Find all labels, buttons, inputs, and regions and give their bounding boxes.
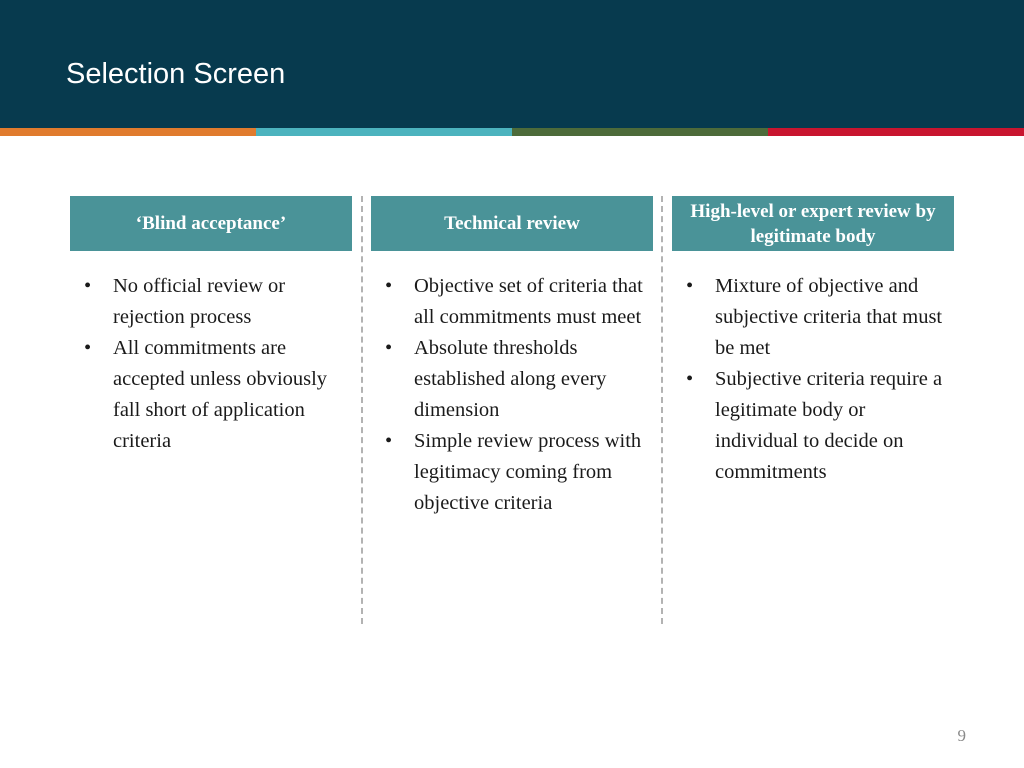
bullet-item	[672, 364, 954, 488]
accent-stripe-teal	[256, 128, 512, 136]
bullet-item	[70, 333, 352, 457]
bullet-dot-icon: •	[84, 275, 92, 297]
bullet-text: Simple review process with legitimacy coming from objective criteria	[414, 430, 642, 514]
bullet-dot-icon: •	[385, 337, 393, 359]
bullet-dot-icon: •	[686, 275, 694, 297]
bullet-text: No official review or rejection process	[113, 275, 286, 328]
bullet-list	[371, 271, 653, 519]
bullet-text: All commitments are accepted unless obviously fall short of application criteria	[113, 337, 328, 452]
bullet-text: Mixture of objective and subjective criteria that must be met	[715, 275, 943, 359]
bullet-text: Absolute thresholds established along every dimension	[414, 337, 607, 421]
accent-stripe-red	[768, 128, 1024, 136]
column-header: Technical review	[371, 196, 653, 251]
bullet-item	[371, 333, 653, 426]
accent-stripe-orange	[0, 128, 256, 136]
page-number: 9	[957, 726, 966, 745]
column-technical-review	[371, 196, 653, 519]
bullet-list	[70, 271, 352, 457]
column-divider	[661, 196, 663, 624]
bullet-dot-icon: •	[686, 368, 694, 390]
column-header: High-level or expert review by legitimate body	[672, 196, 954, 251]
bullet-dot-icon: •	[385, 275, 393, 297]
bullet-dot-icon: •	[385, 430, 393, 452]
bullet-dot-icon: •	[84, 337, 92, 359]
column-blind-acceptance	[70, 196, 352, 457]
column-header: ‘Blind acceptance’	[70, 196, 352, 251]
slide-title: Selection Screen	[66, 58, 286, 90]
bullet-text: Objective set of criteria that all commitments must meet	[414, 275, 643, 328]
bullet-list	[672, 271, 954, 488]
accent-stripe-green	[512, 128, 768, 136]
header-bar	[0, 0, 1024, 128]
bullet-item	[70, 271, 352, 333]
column-divider	[361, 196, 363, 624]
bullet-item	[672, 271, 954, 364]
bullet-item	[371, 426, 653, 519]
column-expert-review	[672, 196, 954, 488]
bullet-item	[371, 271, 653, 333]
bullet-text: Subjective criteria require a legitimate body or individual to decide on commitments	[715, 368, 943, 483]
